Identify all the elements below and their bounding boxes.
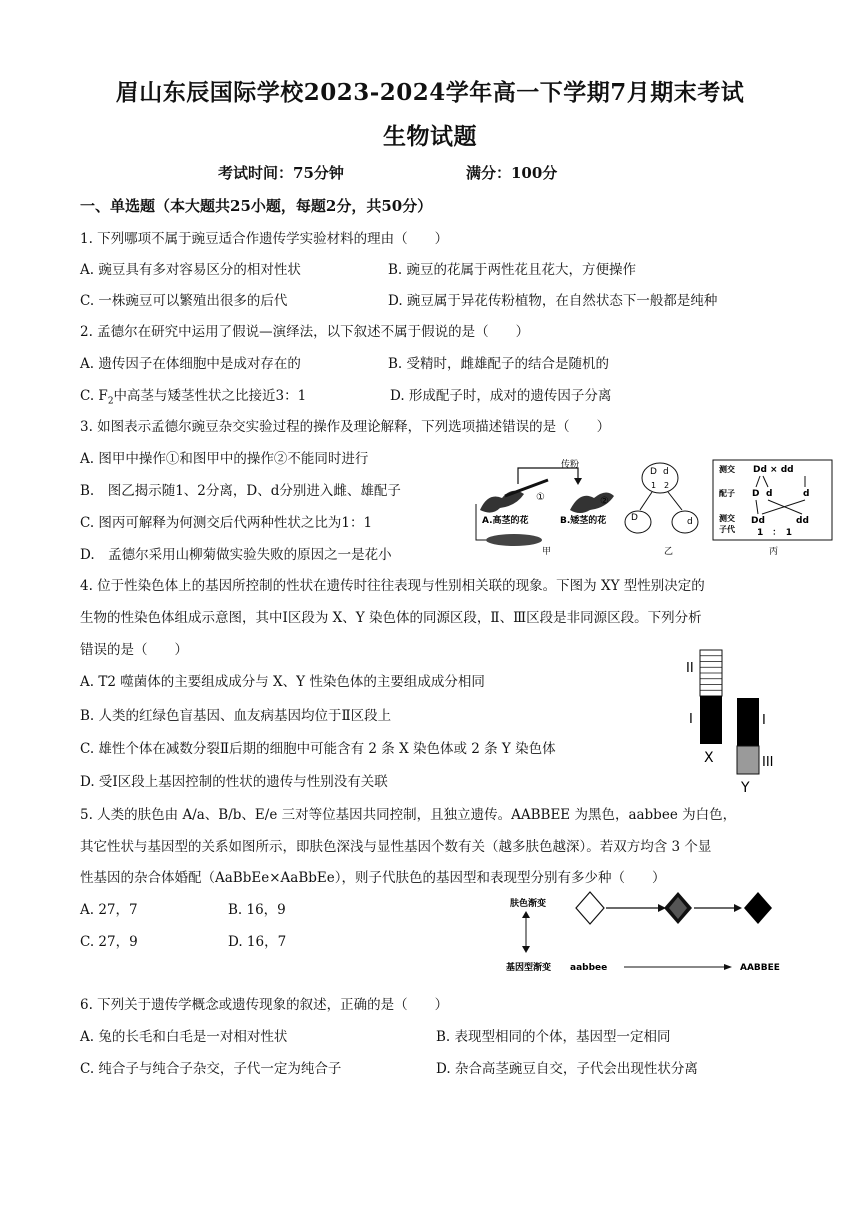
q1-option-c: C. 一株豌豆可以繁殖出很多的后代 <box>80 293 288 309</box>
q6-stem: 6. 下列关于遗传学概念或遗传现象的叙述，正确的是（ ） <box>80 997 449 1013</box>
line-d <box>756 500 758 514</box>
q6-option-c: C. 纯合子与纯合子杂交，子代一定为纯合子 <box>80 1061 342 1077</box>
offspring-label-2: 子代 <box>719 525 735 534</box>
q3-stem: 3. 如图表示孟德尔豌豆杂交实验过程的操作及理论解释，下列选项描述错误的是（ ） <box>80 419 611 435</box>
arrow-head-down <box>522 946 530 953</box>
op2-label: ② <box>600 496 609 507</box>
bing-gamete-d2: d <box>803 489 810 499</box>
yi-d: d <box>663 467 669 477</box>
genotype-gradient-label: 基因型渐变 <box>506 963 552 973</box>
label-X: X <box>704 750 714 766</box>
q2-option-b: B. 受精时，雌雄配子的结合是随机的 <box>388 356 610 372</box>
arrow-2-head <box>734 904 742 912</box>
q3-option-d: D. 孟德尔采用山柳菊做实验失败的原因之一是花小 <box>80 547 392 563</box>
pea-pod-icon <box>486 534 542 546</box>
light-diamond <box>576 892 604 924</box>
q5-option-a: A. 27，7 <box>80 902 138 918</box>
label-I-left: I <box>689 712 693 727</box>
exam-score: 满分：100分 <box>466 164 558 182</box>
pollination-label: 传粉 <box>561 460 580 470</box>
label-III: III <box>762 755 774 770</box>
line-b <box>763 476 768 487</box>
q2-option-c-prefix: C. F <box>80 388 108 404</box>
split-arrow-right <box>668 492 682 510</box>
q6-option-a: A. 兔的长毛和白毛是一对相对性状 <box>80 1029 288 1045</box>
q4-stem-line2: 生物的性染色体组成示意图，其中Ⅰ区段为 X、Y 染色体的同源区段，Ⅱ、Ⅲ区段是非同源区段。下列分析 <box>80 610 702 626</box>
op1-label: ① <box>536 492 545 503</box>
arrow-head <box>574 478 582 485</box>
yi-D: D <box>650 467 657 477</box>
yi-1: 1 <box>651 481 657 490</box>
yi-2: 2 <box>664 481 670 490</box>
label-Y: Y <box>741 780 750 796</box>
q2-stem: 2. 孟德尔在研究中运用了假说—演绎法，以下叙述不属于假说的是（ ） <box>80 324 530 340</box>
bing-gamete-D: D <box>752 489 760 499</box>
q4-option-a: A. T2 噬菌体的主要组成成分与 X、Y 性染色体的主要组成成分相同 <box>80 674 485 690</box>
cell-parent <box>642 463 678 493</box>
q2-option-d: D. 形成配子时，成对的遗传因子分离 <box>390 388 612 404</box>
offspring-Dd: Dd <box>751 516 765 526</box>
q6-option-d: D. 杂合高茎豌豆自交，子代会出现性状分离 <box>436 1061 698 1077</box>
figure-bing-panel <box>713 460 832 556</box>
bing-label: 丙 <box>769 547 779 556</box>
jia-label: 甲 <box>542 547 552 556</box>
q5-figure <box>500 886 790 978</box>
short-flower-label: B.矮茎的花 <box>560 516 607 526</box>
q1-option-b: B. 豌豆的花属于两性花且花大，方便操作 <box>388 262 637 278</box>
section-heading: 一、单选题（本大题共25小题，每题2分，共50分） <box>80 197 433 215</box>
q4-stem-line3: 错误的是（ ） <box>80 642 188 658</box>
offspring-ratio: 1 ： 1 <box>757 528 793 538</box>
genotype-arrow-head <box>724 964 732 970</box>
y-region-III <box>737 746 759 774</box>
bing-gamete-d1: d <box>766 489 773 499</box>
q2-option-c-subscript: 2 <box>107 396 114 407</box>
yi-label: 乙 <box>664 547 674 556</box>
q3-option-c: C. 图丙可解释为何测交后代两种性状之比为1：1 <box>80 515 373 531</box>
q4-option-c: C. 雄性个体在减数分裂Ⅱ后期的细胞中可能含有 2 条 X 染色体或 2 条 Y 染色体 <box>80 741 556 757</box>
line-a <box>756 476 760 487</box>
figure-yi-panel <box>625 463 698 556</box>
q5-stem-line1: 5. 人类的肤色由 A/a、B/b、E/e 三对等位基因共同控制，且独立遗传。AABBEE 为黑色，aabbee 为白色， <box>80 807 737 823</box>
arrow-head-up <box>522 911 530 918</box>
offspring-label-1: 测交 <box>719 514 735 523</box>
q3-option-a: A. 图甲中操作①和图甲中的操作②不能同时进行 <box>80 451 369 467</box>
q5-stem-line3: 性基因的杂合体婚配（AaBbEe×AaBbEe），则子代肤色的基因型和表现型分别有多少种（ ） <box>80 870 666 886</box>
q1-option-d: D. 豌豆属于异花传粉植物，在自然状态下一般都是纯种 <box>388 293 718 309</box>
q5-option-c: C. 27，9 <box>80 934 138 950</box>
label-II: II <box>686 661 694 676</box>
x-chromosome <box>700 650 722 744</box>
q3-option-b: B. 图乙揭示随1、2分离，D、d分别进入雌、雄配子 <box>80 483 401 499</box>
y-region-I <box>737 698 759 746</box>
dark-diamond <box>744 892 772 924</box>
q2-option-c-text: 中高茎与矮茎性状之比接近3：1 <box>113 388 307 404</box>
cross-genotypes: Dd × dd <box>753 465 794 475</box>
cell-gamete-d <box>672 511 698 533</box>
gamete-label: 配子 <box>719 489 735 498</box>
q6-option-b: B. 表现型相同的个体，基因型一定相同 <box>436 1029 671 1045</box>
q4-stem-line1: 4. 位于性染色体上的基因所控制的性状在遗传时往往表现与性别相关联的现象。下图为 XY 型性别决定的 <box>80 578 705 594</box>
split-arrow-left <box>640 492 652 510</box>
offspring-dd: dd <box>796 516 809 526</box>
gamete-D: D <box>631 513 638 523</box>
q5-option-b: B. 16，9 <box>228 902 286 918</box>
genotype-high: AABBEE <box>740 963 780 973</box>
q4-option-d: D. 受Ⅰ区段上基因控制的性状的遗传与性别没有关联 <box>80 774 388 790</box>
q3-figure <box>470 458 835 556</box>
q5-stem-line2: 其它性状与基因型的关系如图所示，即肤色深浅与显性基因个数有关（越多肤色越深）。若双方均含 3 个显 <box>80 839 712 855</box>
q1-option-a: A. 豌豆具有多对容易区分的相对性状 <box>80 262 301 278</box>
label-I-right: I <box>762 713 766 728</box>
figure-jia-panel <box>476 458 614 556</box>
y-chromosome <box>737 698 759 774</box>
cell-gamete-D <box>625 511 651 533</box>
skin-gradient-label: 肤色渐变 <box>510 899 547 909</box>
gamete-d: d <box>687 517 693 527</box>
q2-option-c <box>80 384 306 407</box>
sex-chromosome-figure <box>680 648 790 796</box>
q4-option-b: B. 人类的红绿色盲基因、血友病基因均位于Ⅱ区段上 <box>80 708 392 724</box>
exam-subtitle: 生物试题 <box>383 123 477 150</box>
q5-option-d: D. 16，7 <box>228 934 287 950</box>
x-region-I <box>700 696 722 744</box>
genotype-low: aabbee <box>570 963 608 973</box>
cross-label: 测交 <box>719 465 735 474</box>
q2-option-a: A. 遗传因子在体细胞中是成对存在的 <box>80 356 301 372</box>
exam-title: 眉山东辰国际学校2023-2024学年高一下学期7月期末考试 <box>115 79 745 106</box>
exam-time: 考试时间：75分钟 <box>218 164 344 182</box>
q1-stem: 1. 下列哪项不属于豌豆适合作遗传学实验材料的理由（ ） <box>80 231 449 247</box>
tall-flower-icon <box>480 491 524 513</box>
tall-flower-label: A.高茎的花 <box>482 516 529 526</box>
line-f <box>762 500 805 514</box>
